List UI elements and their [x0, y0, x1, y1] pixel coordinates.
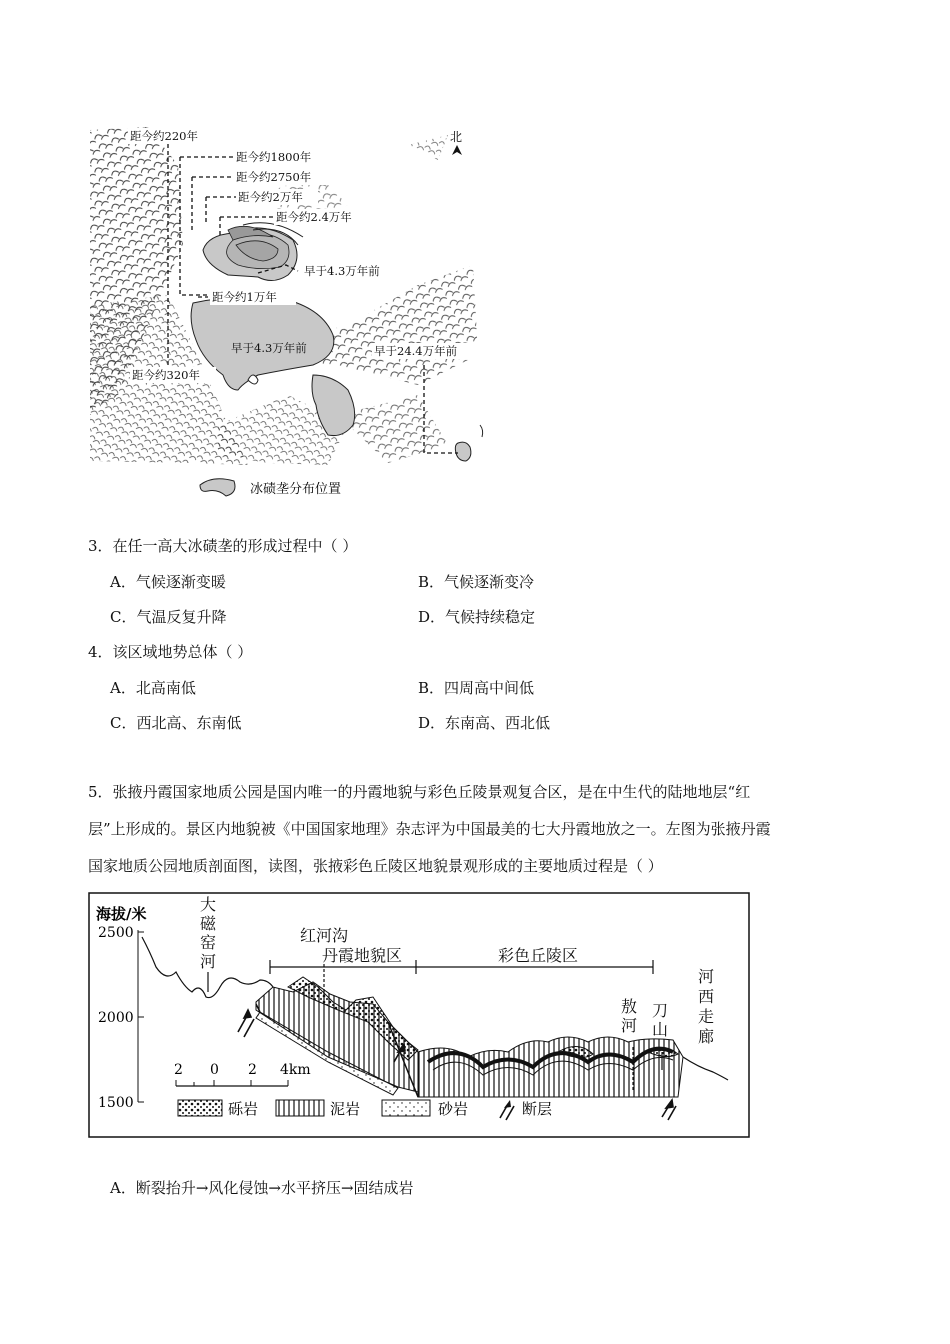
- svg-text:4km: 4km: [280, 1062, 311, 1078]
- label-320: 距今约320年: [132, 368, 200, 382]
- q5-option-a[interactable]: A．断裂抬升→风化侵蚀→水平挤压→固结成岩: [110, 1179, 414, 1197]
- svg-text:冰碛垄分布位置: 冰碛垄分布位置: [250, 482, 342, 497]
- svg-text:泥岩: 泥岩: [330, 1100, 361, 1118]
- q5-line-1: 5．张掖丹霞国家地质公园是国内唯一的丹霞地貌与彩色丘陵景观复合区，是在中生代的陆地地层“红: [88, 783, 751, 801]
- river2-c2: 河: [621, 1016, 638, 1035]
- mountain-c1: 刀: [652, 1001, 669, 1020]
- corridor-c2: 西: [698, 987, 715, 1006]
- north-arrow: [450, 130, 462, 155]
- ytick-1500: 1500: [98, 1095, 134, 1111]
- ytick-2500: 2500: [98, 925, 134, 941]
- river1-c4: 河: [200, 952, 217, 971]
- question-4-stem: 4．该区域地势总体（ ）: [88, 643, 253, 661]
- q4-option-a[interactable]: A．北高南低: [110, 679, 196, 697]
- ytick-2000: 2000: [98, 1010, 134, 1026]
- label-220: 距今约220年: [130, 129, 198, 143]
- svg-text:2: 2: [174, 1062, 183, 1078]
- moraine-map-figure: [88, 125, 488, 505]
- area1-label-a: 红河沟: [300, 926, 349, 945]
- svg-text:砂岩: 砂岩: [438, 1100, 469, 1118]
- label-43k-upper: 早于4.3万年前: [304, 264, 380, 278]
- corridor-c1: 河: [698, 967, 715, 986]
- question-5-stem: [88, 774, 863, 885]
- geologic-profile-figure: [88, 892, 750, 1140]
- river2-c1: 敖: [621, 997, 638, 1016]
- label-20k: 距今约2万年: [238, 190, 303, 204]
- label-10k: 距今约1万年: [212, 290, 277, 304]
- river1-c1: 大: [200, 895, 217, 914]
- q3-option-a[interactable]: A．气候逐渐变暖: [110, 573, 226, 591]
- q4-option-b[interactable]: B．四周高中间低: [418, 679, 535, 697]
- label-2750: 距今约2750年: [236, 170, 312, 184]
- q5-line-2: 层”上形成的。景区内地貌被《中国国家地理》杂志评为中国最美的七大丹霞地放之一。左图为张掖丹霞: [88, 820, 771, 838]
- q4-option-c[interactable]: C．西北高、东南低: [110, 714, 242, 732]
- q3-option-d[interactable]: D．气候持续稳定: [418, 608, 536, 626]
- svg-text:断层: 断层: [522, 1100, 553, 1118]
- area1-label-b: 丹霞地貌区: [322, 946, 403, 965]
- corridor-c4: 廊: [698, 1027, 715, 1046]
- label-244k: 早于24.4万年前: [374, 344, 458, 358]
- question-3-stem: 3．在任一高大冰碛垄的形成过程中（ ）: [88, 537, 358, 555]
- svg-text:0: 0: [210, 1062, 219, 1078]
- q5-line-3: 国家地质公园地质剖面图，读图，张掖彩色丘陵区地貌景观形成的主要地质过程是（ ）: [88, 857, 663, 875]
- corridor-c3: 走: [698, 1007, 715, 1026]
- area2-label: 彩色丘陵区: [498, 946, 579, 965]
- map-legend: [200, 479, 341, 497]
- svg-text:北: 北: [450, 130, 463, 144]
- label-1800: 距今约1800年: [236, 150, 312, 164]
- label-43k-lower: 早于4.3万年前: [231, 341, 307, 355]
- q3-option-c[interactable]: C．气温反复升降: [110, 608, 227, 626]
- river1-c2: 磁: [200, 914, 217, 933]
- q4-option-d[interactable]: D．东南高、西北低: [418, 714, 551, 732]
- svg-text:2: 2: [248, 1062, 257, 1078]
- label-24k: 距今约2.4万年: [276, 210, 352, 224]
- q3-option-b[interactable]: B．气候逐渐变冷: [418, 573, 535, 591]
- svg-text:海拔/米: 海拔/米: [96, 905, 147, 923]
- mountain-c2: 山: [652, 1020, 669, 1039]
- svg-text:砾岩: 砾岩: [228, 1100, 259, 1118]
- river1-c3: 窑: [200, 933, 217, 952]
